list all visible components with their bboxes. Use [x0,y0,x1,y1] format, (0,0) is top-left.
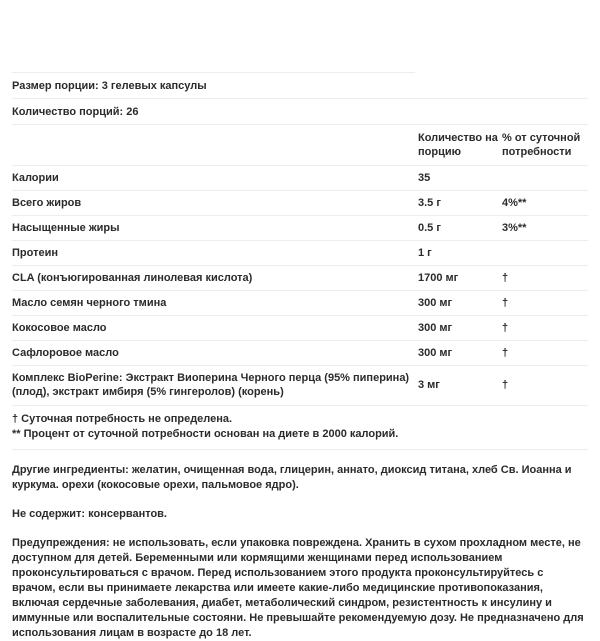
table-header-row [12,125,588,166]
nutrient-daily-value [502,166,588,191]
nutrient-daily-value: † [502,291,588,316]
nutrient-name: Калории [12,166,418,191]
serving-size-row: Размер порции: 3 гелевых капсулы [12,72,415,98]
nutrient-daily-value [502,241,588,266]
column-header-amount-per-serving: Количество на порцию [418,125,502,166]
nutrient-amount: 1 г [418,241,502,266]
nutrient-name: Насыщенные жиры [12,216,418,241]
nutrient-name: Сафлоровое масло [12,341,418,366]
table-row [12,266,588,291]
nutrient-amount: 300 мг [418,316,502,341]
table-row [12,366,588,406]
nutrient-amount: 300 мг [418,291,502,316]
table-footnotes [12,405,588,450]
nutrient-name: CLA (конъюгированная линолевая кислота) [12,266,418,291]
free-of-text: Не содержит: консервантов. [12,508,167,520]
footnote-double-star: ** Процент от суточной потребности основан на диете в 2000 калорий. [12,428,399,440]
nutrient-amount: 3.5 г [418,191,502,216]
nutrient-amount: 0.5 г [418,216,502,241]
nutrient-daily-value: † [502,266,588,291]
servings-per-container-row: Количество порций: 26 [12,98,588,124]
nutrient-amount: 3 мг [418,366,502,406]
supplement-facts-table [12,124,588,405]
nutrient-daily-value: 3%** [502,216,588,241]
table-body [12,166,588,406]
nutrient-amount: 300 мг [418,341,502,366]
column-header-nutrient [12,125,418,166]
nutrient-daily-value: † [502,366,588,406]
table-row [12,316,588,341]
nutrient-name: Комплекс BioPerine: Экстракт Виоперина Черного перца (95% пиперина) (плод), экстракт имбиря (5% гингеролов) (корень) [12,366,418,406]
table-row [12,341,588,366]
nutrient-name: Кокосовое масло [12,316,418,341]
column-header-daily-value: % от суточной потребности [502,125,588,166]
nutrient-name: Всего жиров [12,191,418,216]
nutrient-amount: 35 [418,166,502,191]
table-row [12,191,588,216]
nutrient-amount: 1700 мг [418,266,502,291]
table-row [12,216,588,241]
footnote-dagger: † Суточная потребность не определена. [12,413,233,425]
nutrient-daily-value: † [502,341,588,366]
warnings-text: Предупреждения: не использовать, если упаковка повреждена. Хранить в сухом прохладном месте, не доступном для детей. Беременными или кормящими женщинами перед использованием проконсультироваться с врачом. Перед использованием этого продукта проконсультируйтесь с врачом, если вы принимаете лекарства или имеете какие-либо медицинские противопоказания, включая сердечные заболевания, диабет, метаболический синдром, резистентность к инсулину и иммунные или воспалительные состояни. Не превышайте рекомендуемую дозу. Не предназначено для использования лицам в возрасте до 18 лет. [12,537,584,639]
supplement-facts-panel [0,72,600,641]
nutrient-name: Масло семян черного тмина [12,291,418,316]
nutrient-daily-value: 4%** [502,191,588,216]
table-row [12,241,588,266]
nutrient-name: Протеин [12,241,418,266]
table-row [12,291,588,316]
nutrient-daily-value: † [502,316,588,341]
table-row [12,166,588,191]
other-ingredients-text: Другие ингредиенты: желатин, очищенная вода, глицерин, аннато, диоксид титана, хлеб Св. Иоанна и куркума. орехи (кокосовые орехи, пальмовое ядро). [12,464,572,491]
